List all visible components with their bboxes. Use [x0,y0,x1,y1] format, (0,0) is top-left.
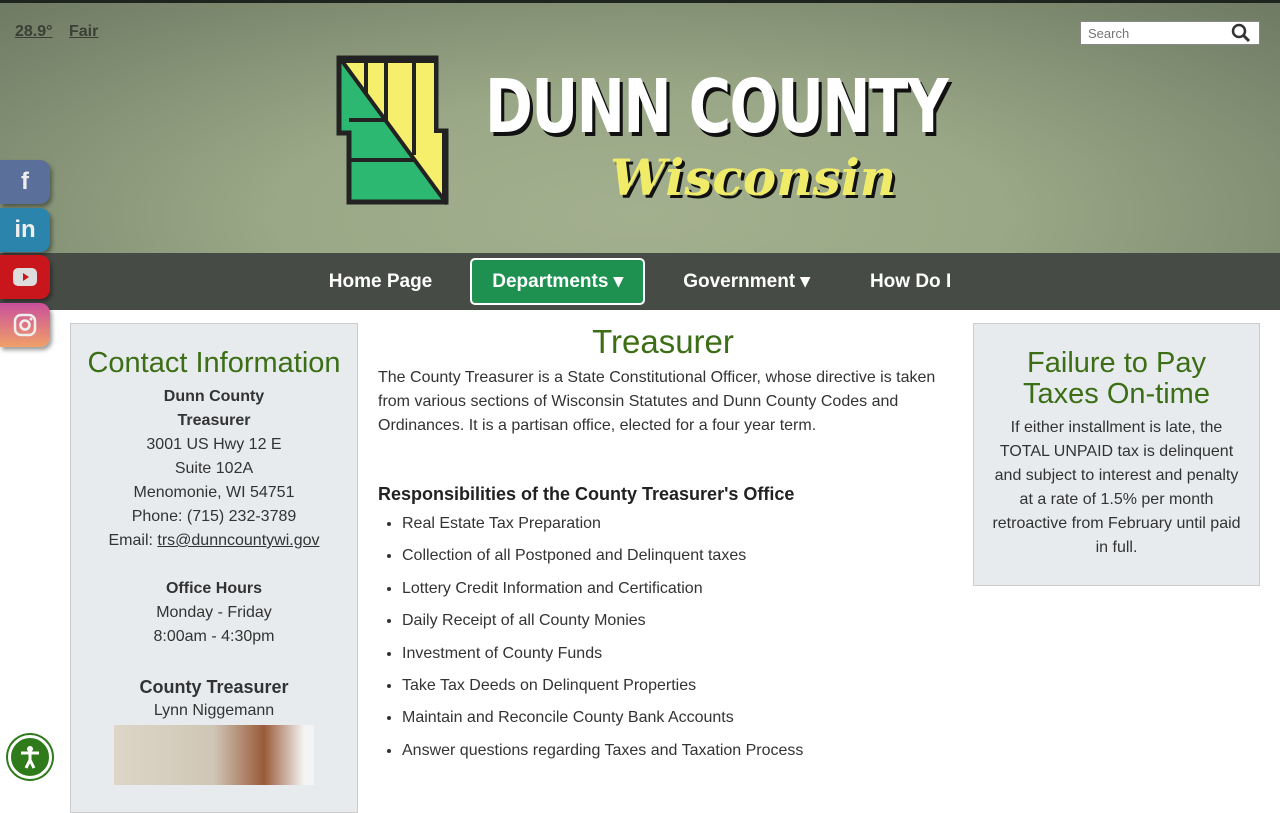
search-icon[interactable] [1231,23,1251,43]
list-item: • Maintain and Reconcile County Bank Accounts [402,706,948,730]
address-line1: 3001 US Hwy 12 E [146,436,282,453]
notice-body: If either installment is late, the TOTAL UNPAID tax is delinquent and subject to interest and penalty at a rate of 1.5% per month retroactive from February until paid in full. [992,419,1241,556]
list-item: • Take Tax Deeds on Delinquent Properties [402,674,948,698]
main-content [378,323,948,771]
hours-title: Office Hours [165,580,262,597]
person-title: County Treasurer [139,677,289,697]
email-label: Email: [108,532,158,549]
email-link[interactable]: trs@dunncountywi.gov [157,532,320,549]
address-city: Menomonie, WI 54751 [133,484,295,501]
brand-subtitle: Wisconsin [610,148,897,207]
youtube-icon[interactable] [0,255,50,299]
facebook-icon[interactable]: f [0,160,50,204]
contact-panel [70,323,358,813]
list-item: • Collection of all Postponed and Delinquent taxes [402,544,948,568]
org-name: Dunn County [163,388,265,405]
weather [15,23,110,41]
page-title: Treasurer [592,323,734,360]
responsibilities-title: Responsibilities of the County Treasurer's Office [378,484,795,504]
list-item: • Daily Receipt of all County Monies [402,609,948,633]
instagram-icon[interactable] [0,303,50,347]
list-item: • Answer questions regarding Taxes and Taxation Process [402,739,948,763]
email-row [71,529,357,553]
main-nav [0,253,1280,310]
weather-condition[interactable]: Fair [69,23,99,40]
search-box [1080,21,1260,45]
nav-home[interactable]: Home Page [328,270,433,292]
address-line2: Suite 102A [174,460,254,477]
contact-title: Contact Information [87,347,341,379]
weather-temp[interactable]: 28.9° [15,23,53,40]
list-item: • Real Estate Tax Preparation [402,512,948,536]
brand-title: DUNN COUNTY [485,64,948,150]
nav-how-do-i[interactable]: How Do I [869,270,952,292]
nav-departments[interactable]: Departments ▾ [470,258,645,305]
org-dept: Treasurer [177,412,251,429]
county-logo[interactable] [336,55,450,205]
phone: Phone: (715) 232-3789 [131,508,297,525]
person-name: Lynn Niggemann [153,702,275,719]
list-item: • Investment of County Funds [402,642,948,666]
hours-days: Monday - Friday [156,604,272,621]
notice-panel [973,323,1260,586]
list-item: • Lottery Credit Information and Certification [402,577,948,601]
linkedin-icon[interactable]: in [0,208,50,252]
accessibility-icon [17,744,43,770]
nav-government[interactable]: Government ▾ [683,271,810,292]
treasurer-photo [114,725,314,785]
search-input[interactable] [1081,26,1231,41]
hours-time: 8:00am - 4:30pm [153,628,275,645]
site-header [0,0,1280,253]
accessibility-button[interactable] [8,735,52,779]
intro-text: The County Treasurer is a State Constitutional Officer, whose directive is taken from various sections of Wisconsin Statutes and Dunn County Codes and Ordinances. It is a partisan office, elected for a four year term. [378,369,936,434]
notice-title: Failure to Pay Taxes On-time [1023,347,1210,410]
